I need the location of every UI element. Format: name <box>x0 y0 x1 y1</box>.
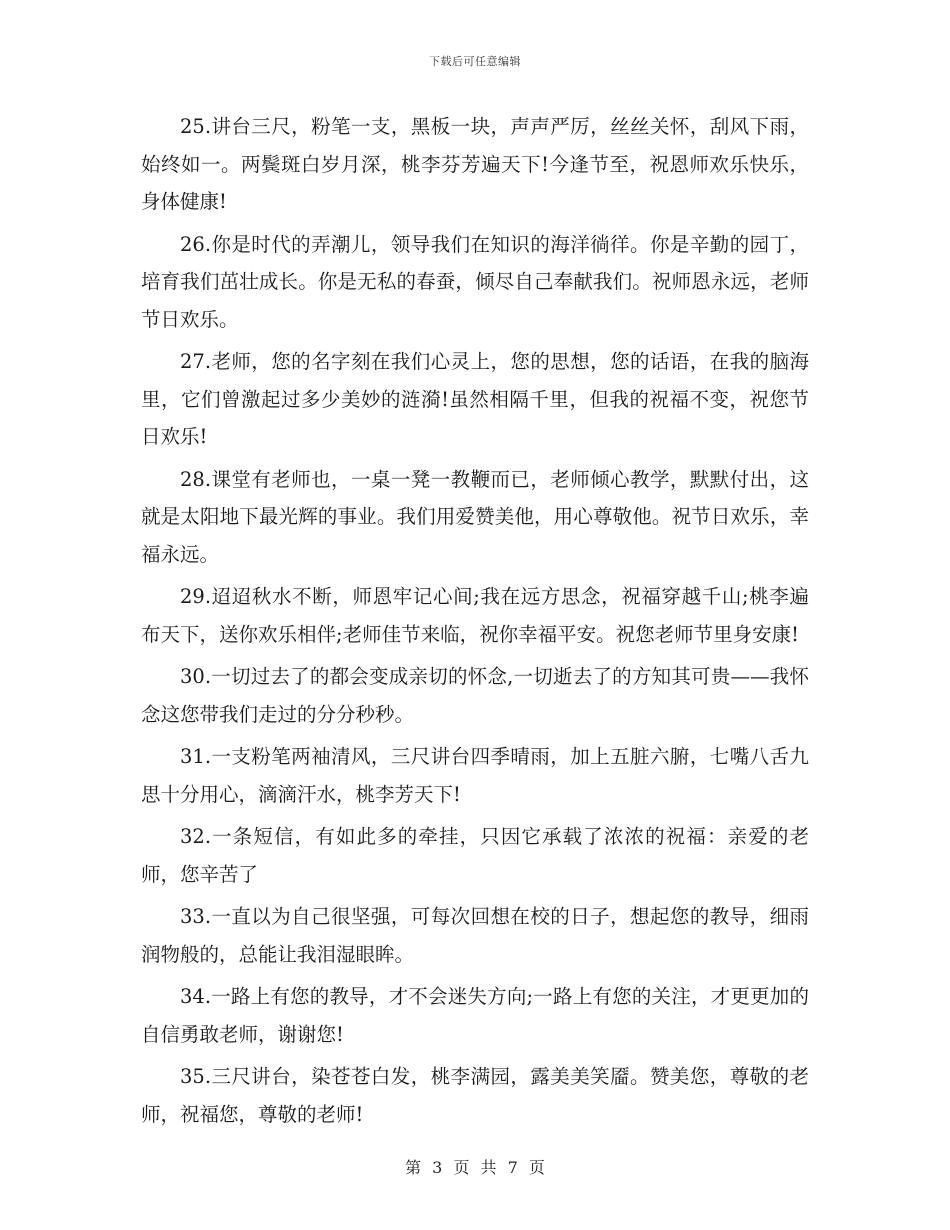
paragraph-28: 28.课堂有老师也，一桌一凳一教鞭而已，老师倾心教学，默默付出，这就是太阳地下最光辉的事业。我们用爱赞美他，用心尊敬他。祝节日欢乐，幸福永远。 <box>141 467 809 566</box>
document-body <box>141 108 809 1138</box>
paragraph-25: 25.讲台三尺，粉笔一支，黑板一块，声声严厉，丝丝关怀，刮风下雨，始终如一。两鬓斑白岁月深，桃李芬芳遍天下!今逢节至，祝恩师欢乐快乐，身体健康! <box>141 115 809 213</box>
paragraph-26: 26.你是时代的弄潮儿，领导我们在知识的海洋徜徉。你是辛勤的园丁，培育我们茁壮成长。你是无私的春蚕，倾尽自己奉献我们。祝师恩永远，老师节日欢乐。 <box>141 232 809 331</box>
paragraph-27: 27.老师，您的名字刻在我们心灵上，您的思想，您的话语，在我的脑海里，它们曾激起过多少美妙的涟漪!虽然相隔千里，但我的祝福不变，祝您节日欢乐! <box>141 350 809 448</box>
paragraph-34: 34.一路上有您的教导，才不会迷失方向;一路上有您的关注，才更更加的自信勇敢老师，谢谢您! <box>141 985 809 1046</box>
paragraph-29: 29.迢迢秋水不断，师恩牢记心间;我在远方思念，祝福穿越千山;桃李遍布天下，送你欢乐相伴;老师佳节来临，祝你幸福平安。祝您老师节里身安康! <box>141 585 809 646</box>
page-header: 下载后可任意编辑 <box>429 55 521 68</box>
paragraph-31: 31.一支粉笔两袖清风，三尺讲台四季晴雨，加上五脏六腑，七嘴八舌九思十分用心，滴滴汗水，桃李芳天下! <box>141 745 809 806</box>
paragraph-30: 30.一切过去了的都会变成亲切的怀念,一切逝去了的方知其可贵——我怀念这您带我们走过的分分秒秒。 <box>141 665 809 726</box>
page-number-footer: 第 3 页 共 7 页 <box>405 1158 545 1177</box>
paragraph-32: 32.一条短信，有如此多的牵挂，只因它承载了浓浓的祝福：亲爱的老师，您辛苦了 <box>141 825 809 886</box>
paragraph-33: 33.一直以为自己很坚强，可每次回想在校的日子，想起您的教导，细雨润物般的，总能让我泪湿眼眸。 <box>141 905 809 966</box>
paragraph-35: 35.三尺讲台，染苍苍白发，桃李满园，露美美笑靥。赞美您，尊敬的老师，祝福您，尊敬的老师! <box>141 1065 809 1126</box>
